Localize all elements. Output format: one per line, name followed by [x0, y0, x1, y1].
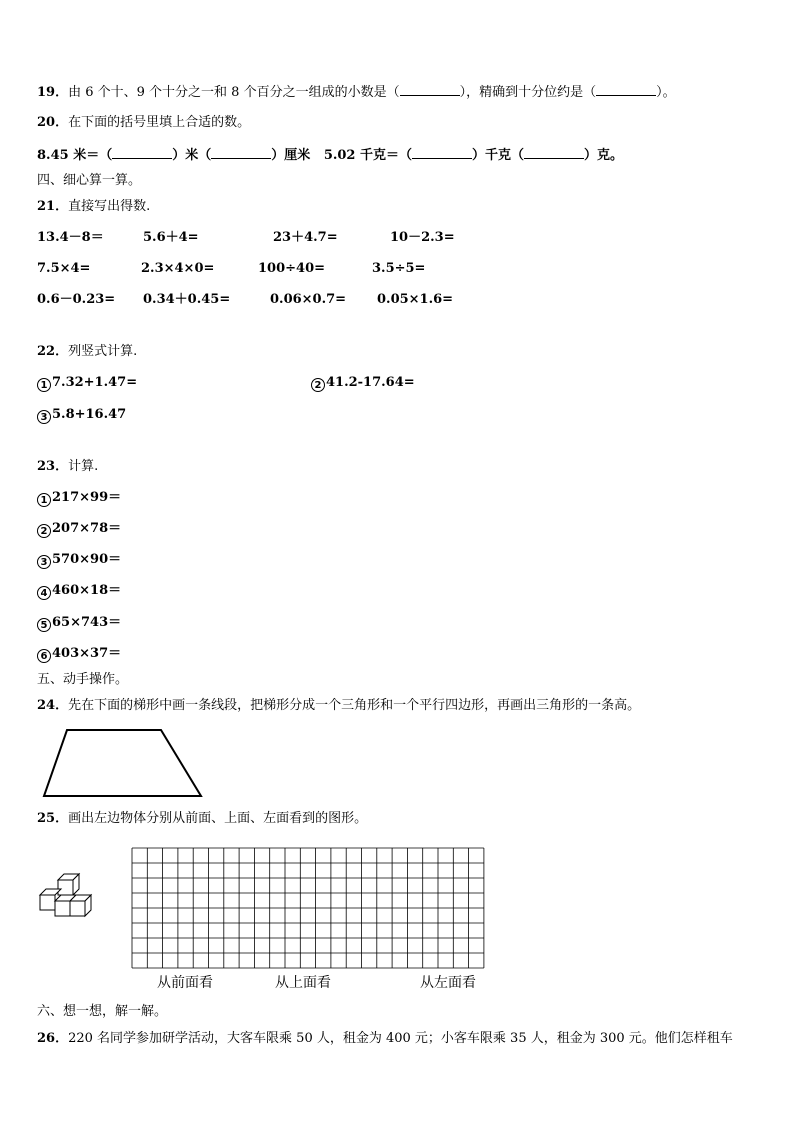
circled-number: 3 [37, 555, 51, 569]
q21-item: 100÷40= [258, 261, 326, 276]
cube-stack-figure [38, 870, 108, 920]
section-5-heading: 五、动手操作。 [37, 672, 129, 687]
question-24 [37, 698, 640, 714]
q20-text: 在下面的括号里填上合适的数。 [68, 115, 251, 130]
q23-text: 计算. [68, 459, 99, 474]
view-label-front: 从前面看 [157, 975, 213, 991]
q21-item: 23＋4.7= [273, 230, 338, 245]
q19-text-1: 由 6 个十、9 个十分之一和 8 个百分之一组成的小数是（ [68, 85, 400, 100]
q20-fill-line [37, 146, 623, 164]
q22-expr: 7.32+1.47= [52, 375, 138, 390]
q23-item [37, 615, 121, 632]
q21-item: 3.5÷5= [372, 261, 426, 276]
circled-number: 4 [37, 586, 51, 600]
q23-expr: 65×743＝ [52, 615, 122, 630]
question-25 [37, 811, 367, 827]
q23-number: 23． [37, 459, 69, 474]
question-22 [37, 344, 137, 360]
q21-item: 0.05×1.6= [377, 292, 454, 307]
q22-number: 22． [37, 344, 69, 359]
q21-item: 10－2.3= [390, 230, 455, 245]
q23-item [37, 646, 121, 663]
q21-item: 2.3×4×0= [141, 261, 215, 276]
q21-item: 5.6＋4= [143, 230, 199, 245]
q26-text: 220 名同学参加研学活动，大客车限乘 50 人，租金为 400 元；小客车限乘 35 人，租金为 300 元。他们怎样租车 [68, 1031, 733, 1046]
q22-item-2 [311, 375, 415, 392]
q21-text: 直接写出得数. [68, 199, 151, 214]
circled-number: 3 [37, 410, 51, 424]
trapezoid-figure [40, 726, 210, 801]
circled-number: 2 [311, 378, 325, 392]
circled-number: 5 [37, 618, 51, 632]
q23-item [37, 583, 121, 600]
q21-item: 7.5×4= [37, 261, 91, 276]
q19-blank-1[interactable] [400, 83, 460, 96]
q23-item [37, 521, 121, 538]
question-21 [37, 199, 150, 215]
q20-blank-2[interactable] [211, 146, 271, 159]
q20-blank-1[interactable] [112, 146, 172, 159]
q21-item: 0.06×0.7= [270, 292, 347, 307]
q22-item-1 [37, 375, 137, 392]
q21-number: 21． [37, 199, 69, 214]
q22-expr: 41.2-17.64= [326, 375, 415, 390]
q20-part-a: 8.45 米＝（ [37, 148, 113, 163]
q20-blank-4[interactable] [524, 146, 584, 159]
q23-expr: 207×78＝ [52, 521, 122, 536]
circled-number: 2 [37, 524, 51, 538]
q23-expr: 217×99＝ [52, 490, 122, 505]
q24-number: 24． [37, 698, 69, 713]
view-label-top: 从上面看 [275, 975, 331, 991]
q20-part-c: ）厘米 [271, 148, 311, 163]
drawing-grid[interactable] [131, 847, 487, 971]
q23-expr: 570×90＝ [52, 552, 122, 567]
q23-expr: 403×37＝ [52, 646, 122, 661]
q19-blank-2[interactable] [596, 83, 656, 96]
q20-part-e: ）千克（ [472, 148, 525, 163]
q21-item: 0.6－0.23= [37, 292, 116, 307]
q19-number: 19． [37, 85, 69, 100]
q23-item [37, 490, 121, 507]
q22-expr: 5.8+16.47 [52, 407, 127, 422]
question-19 [37, 83, 676, 101]
q21-item: 13.4－8＝ [37, 230, 104, 245]
q19-text-3: ）。 [656, 85, 676, 100]
q22-text: 列竖式计算. [68, 344, 138, 359]
q21-item: 0.34＋0.45= [143, 292, 231, 307]
q20-part-f: ）克。 [584, 148, 624, 163]
q20-number: 20． [37, 115, 69, 130]
q26-number: 26． [37, 1031, 69, 1046]
circled-number: 6 [37, 649, 51, 663]
q20-part-b: ）米（ [172, 148, 212, 163]
q22-item-3 [37, 407, 126, 424]
question-26 [37, 1031, 733, 1047]
q25-text: 画出左边物体分别从前面、上面、左面看到的图形。 [68, 811, 368, 826]
section-6-heading: 六、想一想，解一解。 [37, 1004, 168, 1019]
question-23 [37, 459, 98, 475]
circled-number: 1 [37, 378, 51, 392]
q24-text: 先在下面的梯形中画一条线段，把梯形分成一个三角形和一个平行四边形，再画出三角形的一条高。 [68, 698, 641, 713]
question-20 [37, 115, 250, 131]
q25-number: 25． [37, 811, 69, 826]
q20-blank-3[interactable] [412, 146, 472, 159]
q19-text-2: ），精确到十分位约是（ [459, 85, 597, 100]
q23-expr: 460×18＝ [52, 583, 122, 598]
section-4-heading: 四、细心算一算。 [37, 173, 142, 188]
circled-number: 1 [37, 493, 51, 507]
q20-part-d: 5.02 千克＝（ [323, 148, 413, 163]
q23-item [37, 552, 121, 569]
view-label-left: 从左面看 [420, 975, 476, 991]
